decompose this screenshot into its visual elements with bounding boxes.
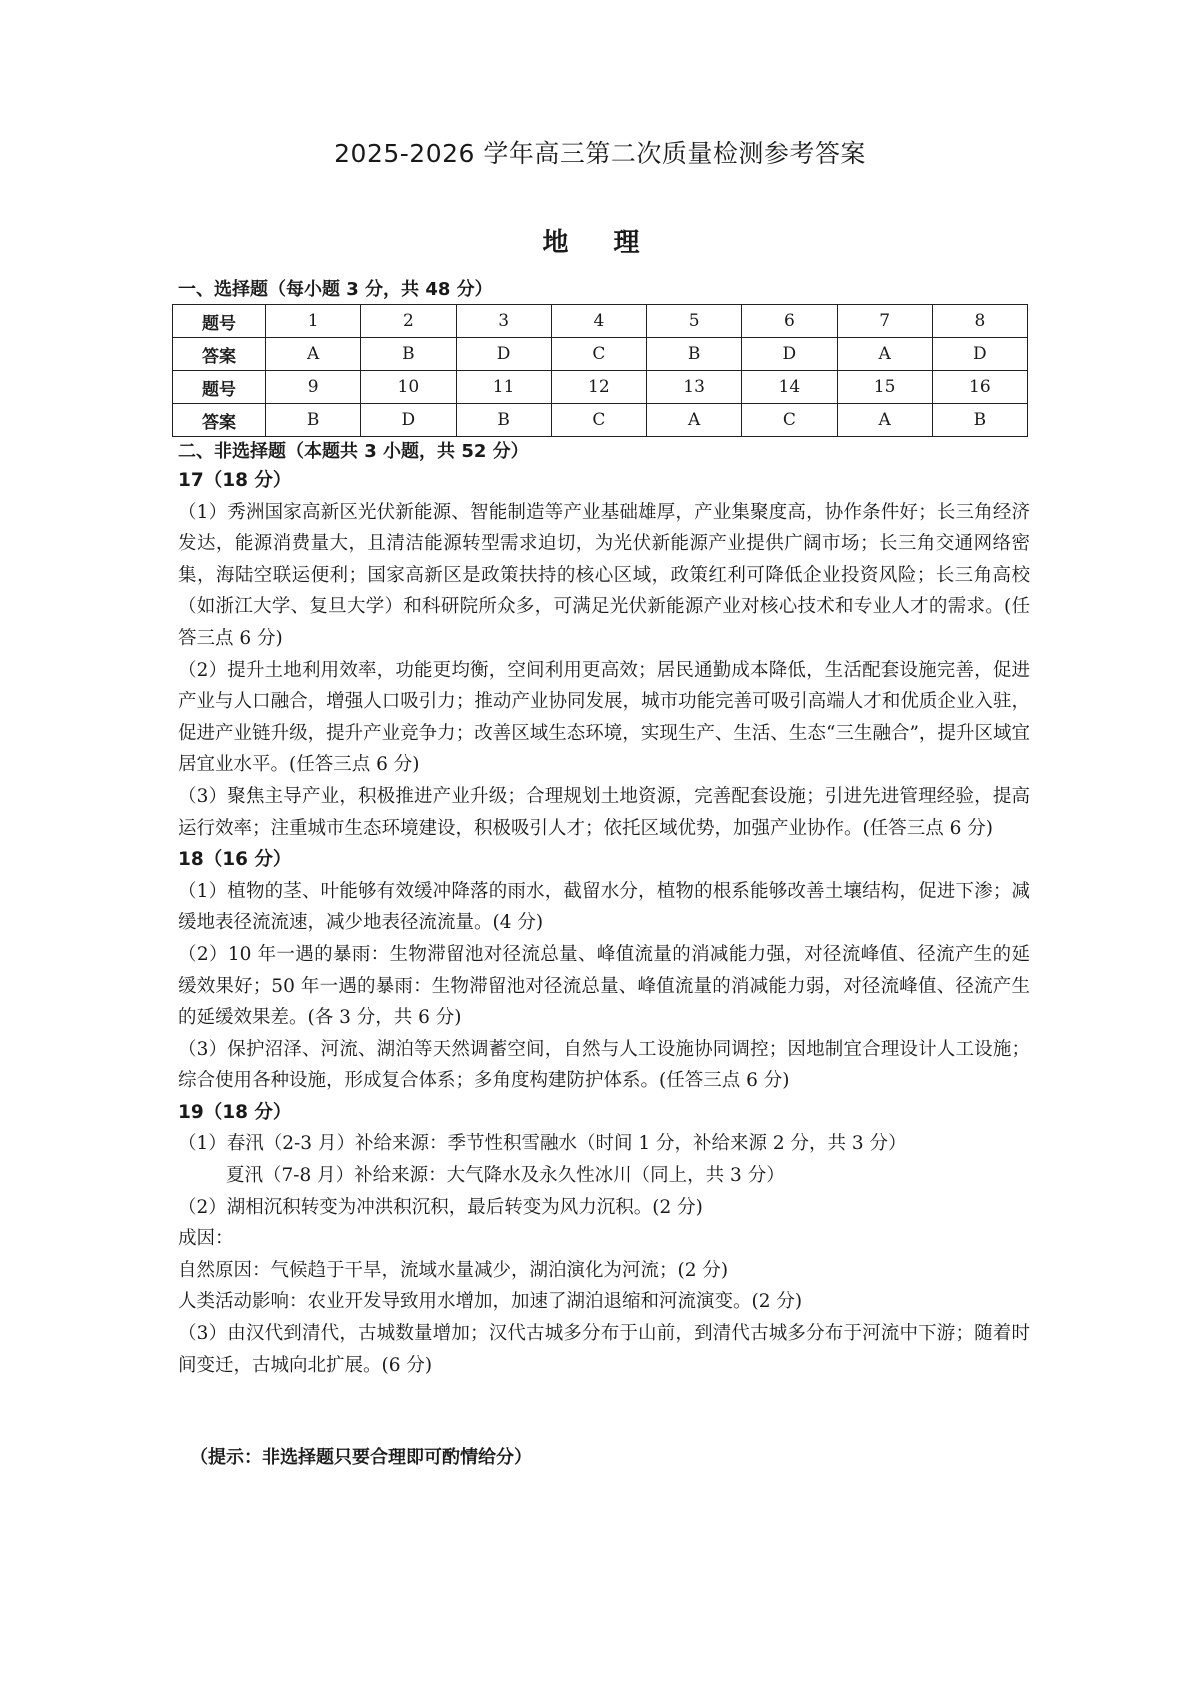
table-cell: B <box>647 338 742 371</box>
table-cell: D <box>456 338 551 371</box>
table-cell: A <box>647 404 742 437</box>
page-title: 2025-2026 学年高三第二次质量检测参考答案 <box>334 139 866 168</box>
table-cell: A <box>837 404 932 437</box>
q19-answer-3: （3）由汉代到清代，古城数量增加；汉代古城多分布于山前，到清代古城多分布于河流中下游；随着时间变迁，古城向北扩展。(6 分) <box>178 1323 1030 1376</box>
q17-answer-3: （3）聚焦主导产业，积极推进产业升级；合理规划土地资源，完善配套设施；引进先进管理经验，提高运行效率；注重城市生态环境建设，积极吸引人才；依托区域优势，加强产业协作。(任答三点 6 分) <box>178 785 1030 839</box>
q17-answer-1: （1）秀洲国家高新区光伏新能源、智能制造等产业基础雄厚，产业集聚度高，协作条件好；长三角经济发达，能源消费量大，且清洁能源转型需求迫切，为光伏新能源产业提供广阔市场；长三角交通网络密集，海陆空联运便利；国家高新区是政策扶持的核心区域，政策红利可降低企业投资风险；长三角高校（如浙江大学、复旦大学）和科研院所众多，可满足光伏新能源产业对核心技术和专业人才的需求。(任答三点 6 分) <box>178 501 1030 649</box>
table-cell: 15 <box>837 371 932 404</box>
q19-answer-2: （2）湖相沉积转变为冲洪积沉积，最后转变为风力沉积。(2 分) <box>178 1196 703 1218</box>
table-cell: 14 <box>742 371 837 404</box>
table-row <box>173 305 1028 338</box>
table-cell: 5 <box>647 305 742 338</box>
question-17-title: 17（18 分） <box>178 470 292 491</box>
section2-heading: 二、非选择题（本题共 3 小题，共 52 分） <box>178 441 529 462</box>
table-cell: A <box>266 338 361 371</box>
table-cell: 1 <box>266 305 361 338</box>
q19-answer-1a: （1）春汛（2-3 月）补给来源：季节性积雪融水（时间 1 分，补给来源 2 分，共 3 分） <box>178 1133 907 1155</box>
table-cell: B <box>932 404 1027 437</box>
q18-answer-1: （1）植物的茎、叶能够有效缓冲降落的雨水，截留水分，植物的根系能够改善土壤结构，促进下渗；减缓地表径流流速，减少地表径流流量。(4 分) <box>178 880 1030 934</box>
q19-human-cause: 人类活动影响：农业开发导致用水增加，加速了湖泊退缩和河流演变。(2 分) <box>178 1291 803 1313</box>
table-cell: 3 <box>456 305 551 338</box>
section1-heading: 一、选择题（每小题 3 分，共 48 分） <box>178 279 493 300</box>
table-cell: B <box>456 404 551 437</box>
q18-answer-2: （2）10 年一遇的暴雨：生物滞留池对径流总量、峰值流量的消减能力强，对径流峰值、径流产生的延缓效果好；50 年一遇的暴雨：生物滞留池对径流总量、峰值流量的消减能力弱，对径流峰值、径流产生的延缓效果差。(各 3 分，共 6 分) <box>178 943 1030 1029</box>
row-label: 答案 <box>173 404 266 437</box>
answer-table <box>172 304 1028 437</box>
table-cell: 12 <box>551 371 646 404</box>
table-cell: 16 <box>932 371 1027 404</box>
table-cell: 9 <box>266 371 361 404</box>
grading-tip: （提示：非选择题只要合理即可酌情给分） <box>190 1447 532 1468</box>
question-18-title: 18（16 分） <box>178 849 292 871</box>
row-label: 题号 <box>173 305 266 338</box>
table-cell: D <box>361 404 456 437</box>
row-label: 题号 <box>173 371 266 404</box>
question-19-title: 19（18 分） <box>178 1101 292 1123</box>
table-cell: 10 <box>361 371 456 404</box>
table-cell: 11 <box>456 371 551 404</box>
table-cell: 6 <box>742 305 837 338</box>
q18-answer-3: （3）保护沼泽、河流、湖泊等天然调蓄空间，自然与人工设施协同调控；因地制宜合理设计人工设施；综合使用各种设施，形成复合体系；多角度构建防护体系。(任答三点 6 分) <box>178 1038 1030 1092</box>
table-cell: C <box>742 404 837 437</box>
table-row <box>173 371 1028 404</box>
table-cell: B <box>361 338 456 371</box>
q19-answer-1b: 夏汛（7-8 月）补给来源：大气降水及永久性冰川（同上，共 3 分） <box>226 1165 785 1187</box>
table-cell: B <box>266 404 361 437</box>
table-cell: 13 <box>647 371 742 404</box>
q17-answer-2: （2）提升土地利用效率，功能更均衡，空间利用更高效；居民通勤成本降低，生活配套设施完善，促进产业与人口融合，增强人口吸引力；推动产业协同发展，城市功能完善可吸引高端人才和优质企业入驻，促进产业链升级，提升产业竞争力；改善区域生态环境，实现生产、生活、生态“三生融合”，提升区域宜居宜业水平。(任答三点 6 分) <box>178 659 1030 776</box>
table-row <box>173 404 1028 437</box>
q19-cause-label: 成因： <box>178 1228 234 1250</box>
row-label: 答案 <box>173 338 266 371</box>
table-cell: A <box>837 338 932 371</box>
table-cell: 8 <box>932 305 1027 338</box>
table-cell: C <box>551 404 646 437</box>
table-cell: 4 <box>551 305 646 338</box>
answers-body <box>178 465 1030 1381</box>
subject-title: 地 理 <box>542 228 658 258</box>
table-cell: D <box>742 338 837 371</box>
table-cell: C <box>551 338 646 371</box>
table-cell: 7 <box>837 305 932 338</box>
table-cell: 2 <box>361 305 456 338</box>
table-row <box>173 338 1028 371</box>
q19-natural-cause: 自然原因：气候趋于干旱，流域水量减少，湖泊演化为河流；(2 分) <box>178 1259 729 1281</box>
table-cell: D <box>932 338 1027 371</box>
